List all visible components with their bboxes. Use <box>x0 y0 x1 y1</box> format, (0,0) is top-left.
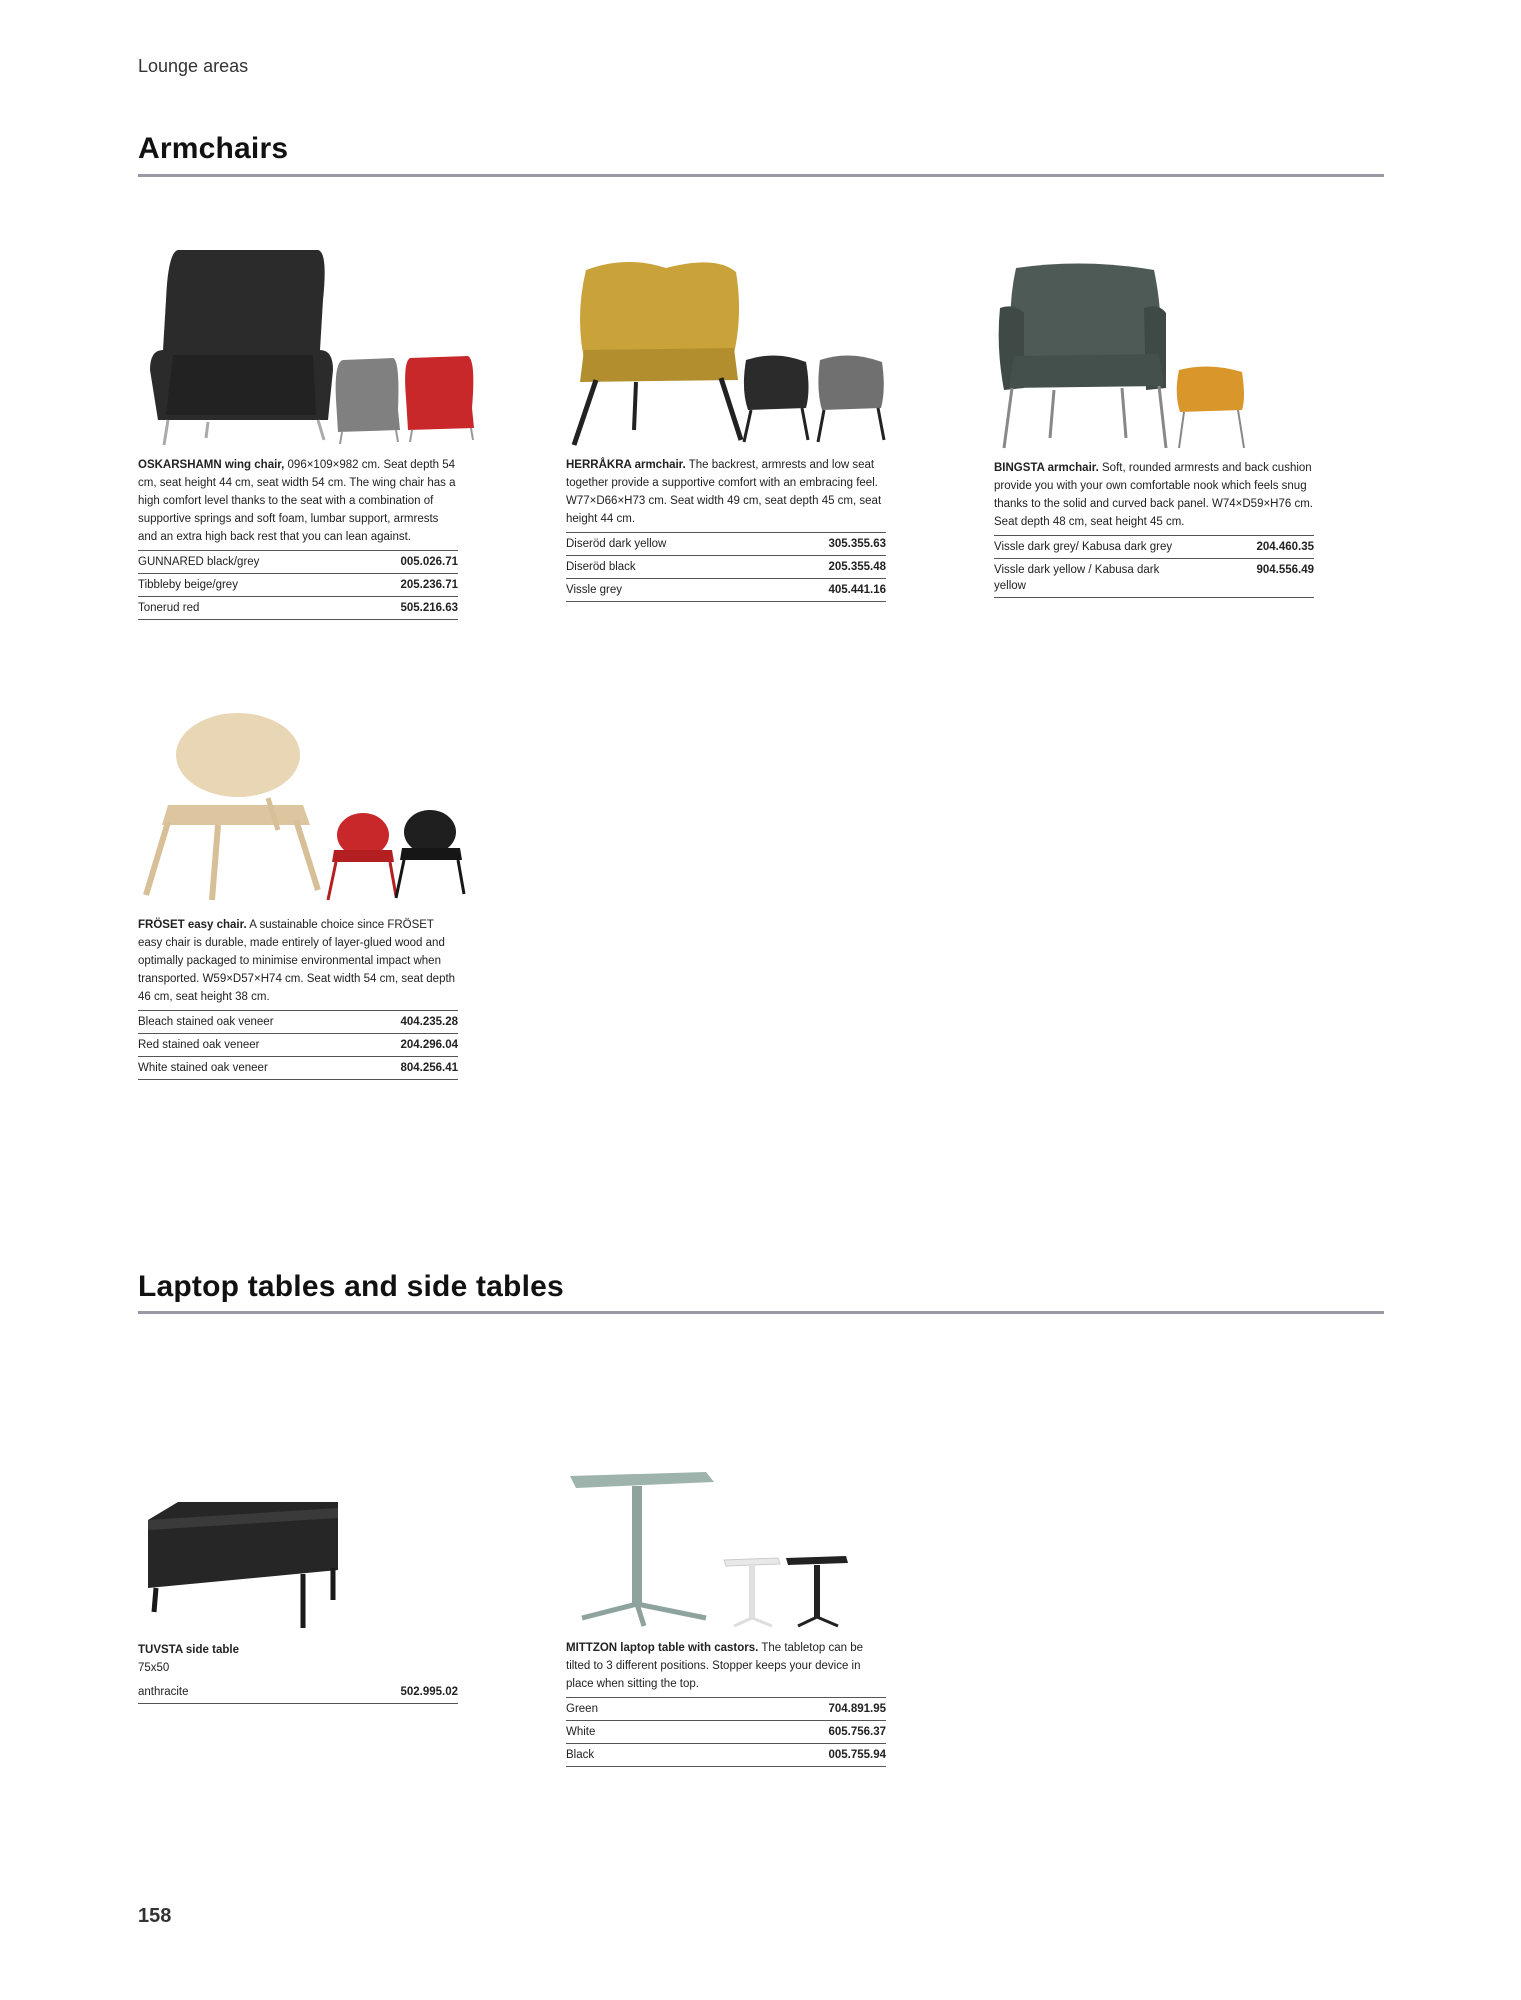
product-description: The tabletop can be tilted to 3 different positions. Stopper keeps your device in place when sitting the top. <box>566 1642 863 1690</box>
variant-row: White 605.756.37 <box>566 1721 886 1744</box>
easy-chair-image <box>138 710 468 910</box>
tables-divider <box>138 1311 1384 1314</box>
armchair-image <box>566 250 911 450</box>
product-description: Soft, rounded armrests and back cushion provide you with your own comfortable nook which feels snug thanks to the solid and curved back panel. W74×D59×H76 cm. Seat depth 48 cm, seat height 45 cm. <box>994 462 1313 528</box>
product-name: HERRÅKRA armchair. <box>566 459 686 471</box>
variant-row: White stained oak veneer 804.256.41 <box>138 1057 458 1080</box>
product-name: TUVSTA side table <box>138 1644 239 1656</box>
variant-row: GUNNARED black/grey 005.026.71 <box>138 551 458 574</box>
product-name: BINGSTA armchair. <box>994 462 1099 474</box>
product-oskarshamn <box>138 240 458 620</box>
product-bingsta <box>994 258 1314 598</box>
wing-chair-image <box>138 240 483 450</box>
variant-row: Red stained oak veneer 204.296.04 <box>138 1034 458 1057</box>
armchairs-divider <box>138 174 1384 177</box>
variant-table <box>994 535 1314 598</box>
page-number: 158 <box>138 1905 172 1927</box>
variant-table <box>138 1010 458 1080</box>
product-name: OSKARSHAMN wing chair, <box>138 459 285 471</box>
variant-row: Bleach stained oak veneer 404.235.28 <box>138 1011 458 1034</box>
variant-row: anthracite 502.995.02 <box>138 1681 458 1704</box>
variant-table <box>138 1681 458 1704</box>
variant-table <box>138 550 458 620</box>
variant-row: Black 005.755.94 <box>566 1744 886 1767</box>
product-description: 096×109×982 cm. Seat depth 54 cm, seat height 44 cm, seat width 54 cm. The wing chair has a high comfort level thanks to the seat with a combination of supportive springs and soft foam, lumbar support, armrests and an extra high back rest that you can lean against. <box>138 459 456 543</box>
variant-table <box>566 1697 886 1767</box>
product-tuvsta <box>138 1500 458 1704</box>
product-description: A sustainable choice since FRÖSET easy chair is durable, made entirely of layer-glued wood and optimally packaged to minimise environmental impact when transported. W59×D57×H74 cm. Seat width 54 cm, seat depth 46 cm, seat height 38 cm. <box>138 919 456 1003</box>
laptop-table-image <box>566 1468 866 1633</box>
side-table-image <box>138 1500 358 1635</box>
variant-row: Vissle dark grey/ Kabusa dark grey 204.460.35 <box>994 536 1314 559</box>
tables-heading: Laptop tables and side tables <box>138 1270 564 1303</box>
product-name: MITTZON laptop table with castors. <box>566 1642 759 1654</box>
variant-row: Tonerud red 505.216.63 <box>138 597 458 620</box>
variant-row: Vissle dark yellow / Kabusa dark yellow 904.556.49 <box>994 559 1314 598</box>
armchair-image <box>994 258 1314 453</box>
product-description: 75x50 <box>138 1662 170 1674</box>
product-froset <box>138 710 458 1080</box>
variant-row: Tibbleby beige/grey 205.236.71 <box>138 574 458 597</box>
variant-table <box>566 532 886 602</box>
variant-row: Green 704.891.95 <box>566 1698 886 1721</box>
product-description: The backrest, armrests and low seat together provide a supportive comfort with an embracing feel. W77×D66×H73 cm. Seat width 49 cm, seat depth 45 cm, seat height 44 cm. <box>566 459 882 525</box>
variant-row: Diseröd black 205.355.48 <box>566 556 886 579</box>
variant-row: Diseröd dark yellow 305.355.63 <box>566 533 886 556</box>
armchairs-heading: Armchairs <box>138 132 289 165</box>
product-mittzon <box>566 1468 886 1767</box>
product-herrakra <box>566 250 886 602</box>
section-label: Lounge areas <box>138 56 249 76</box>
variant-row: Vissle grey 405.441.16 <box>566 579 886 602</box>
product-name: FRÖSET easy chair. <box>138 919 247 931</box>
